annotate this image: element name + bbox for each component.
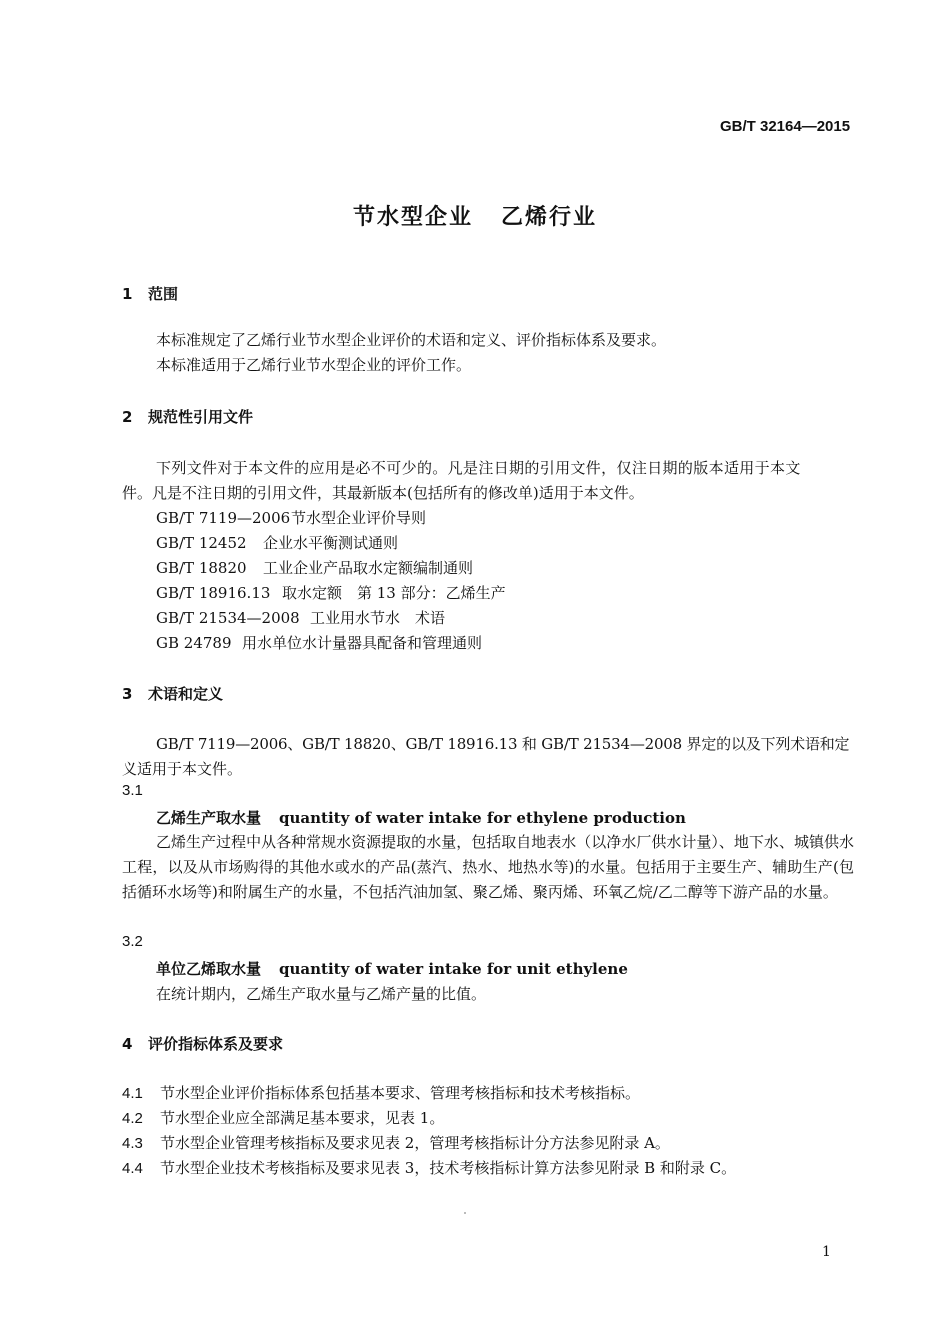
requirement-number: 4.4 — [122, 1160, 143, 1177]
reference-title: 工业用水节水 术语 — [310, 609, 446, 627]
page-number: 1 — [822, 1244, 831, 1260]
reference-code: GB/T 12452 — [156, 534, 247, 552]
term-definition: 在统计期内，乙烯生产取水量与乙烯产量的比值。 — [156, 985, 487, 1003]
s2-intro-line-1: 下列文件对于本文件的应用是必不可少的。凡是注日期的引用文件，仅注日期的版本适用于本文 — [156, 459, 801, 477]
s2-intro-line-2: 件。凡是不注日期的引用文件，其最新版本(包括所有的修改单)适用于本文件。 — [122, 484, 644, 502]
section-title: 评价指标体系及要求 — [148, 1035, 284, 1053]
standard-number: GB/T 32164—2015 — [720, 118, 851, 135]
term-zh: 单位乙烯取水量 — [156, 960, 262, 978]
reference-item — [156, 582, 506, 603]
term-en: quantity of water intake for ethylene production — [279, 809, 686, 827]
reference-code: GB/T 21534—2008 — [156, 609, 300, 627]
requirement-text: 节水型企业评价指标体系包括基本要求、管理考核指标和技术考核指标。 — [160, 1084, 641, 1102]
section-title: 范围 — [148, 285, 179, 303]
s3-intro-line-2: 义适用于本文件。 — [122, 760, 243, 778]
reference-code: GB/T 18820 — [156, 559, 247, 577]
section-2-heading — [122, 406, 253, 427]
requirement-item — [122, 1082, 640, 1103]
reference-item — [156, 507, 426, 528]
term-en: quantity of water intake for unit ethylene — [279, 960, 628, 978]
requirement-item — [122, 1157, 736, 1178]
term-number: 3.2 — [122, 933, 143, 950]
reference-title: 节水型企业评价导则 — [291, 509, 427, 527]
reference-code: GB/T 18916.13 — [156, 584, 271, 602]
section-4-heading — [122, 1033, 283, 1054]
term-heading — [156, 807, 686, 828]
requirement-text: 节水型企业应全部满足基本要求，见表 1。 — [160, 1109, 445, 1127]
section-number: 3 — [122, 685, 133, 703]
term-definition: 乙烯生产过程中从各种常规水资源提取的水量，包括取自地表水（以净水厂供水计量）、地下水、城镇供水工程，以及从市场购得的其他水或水的产品(蒸汽、热水、地热水等)的水量。包括用于主要生产、辅助生产(包括循环水场等)和附属生产的水量，不包括汽油加氢、聚乙烯、聚丙烯、环氧乙烷/乙二醇等下游产品的水量。 — [122, 833, 854, 901]
term-heading — [156, 958, 628, 979]
scan-speck — [464, 1212, 466, 1214]
reference-title: 工业企业产品取水定额编制通则 — [263, 559, 474, 577]
section-title: 规范性引用文件 — [148, 408, 254, 426]
s1-paragraph-1: 本标准规定了乙烯行业节水型企业评价的术语和定义、评价指标体系及要求。 — [156, 331, 667, 349]
section-number: 4 — [122, 1035, 133, 1053]
section-title: 术语和定义 — [148, 685, 224, 703]
title-part-1: 节水型企业 — [352, 205, 473, 230]
reference-title: 用水单位水计量器具配备和管理通则 — [242, 634, 483, 652]
section-3-heading — [122, 683, 223, 704]
reference-title: 取水定额 第 13 部分：乙烯生产 — [282, 584, 506, 602]
reference-code: GB/T 7119—2006 — [156, 509, 291, 527]
requirement-text: 节水型企业技术考核指标及要求见表 3，技术考核指标计算方法参见附录 B 和附录 C。 — [160, 1159, 737, 1177]
requirement-number: 4.3 — [122, 1135, 143, 1152]
requirement-text: 节水型企业管理考核指标及要求见表 2，管理考核指标计分方法参见附录 A。 — [160, 1134, 670, 1152]
requirement-number: 4.1 — [122, 1085, 143, 1102]
term-zh: 乙烯生产取水量 — [156, 809, 262, 827]
reference-title: 企业水平衡测试通则 — [263, 534, 399, 552]
s1-paragraph-2: 本标准适用于乙烯行业节水型企业的评价工作。 — [156, 356, 472, 374]
reference-item — [156, 632, 482, 653]
requirement-item — [122, 1132, 670, 1153]
s3-intro-line-1: GB/T 7119—2006、GB/T 18820、GB/T 18916.13 和 GB/T 21534—2008 界定的以及下列术语和定 — [156, 735, 850, 753]
section-1-heading — [122, 283, 178, 304]
section-number: 1 — [122, 285, 133, 303]
requirement-item — [122, 1107, 444, 1128]
reference-item — [156, 532, 398, 553]
section-number: 2 — [122, 408, 133, 426]
reference-item — [156, 557, 473, 578]
reference-code: GB 24789 — [156, 634, 232, 652]
title-part-2: 乙烯行业 — [501, 205, 598, 230]
page-title — [0, 200, 950, 231]
requirement-number: 4.2 — [122, 1110, 143, 1127]
reference-item — [156, 607, 445, 628]
term-number: 3.1 — [122, 782, 143, 799]
